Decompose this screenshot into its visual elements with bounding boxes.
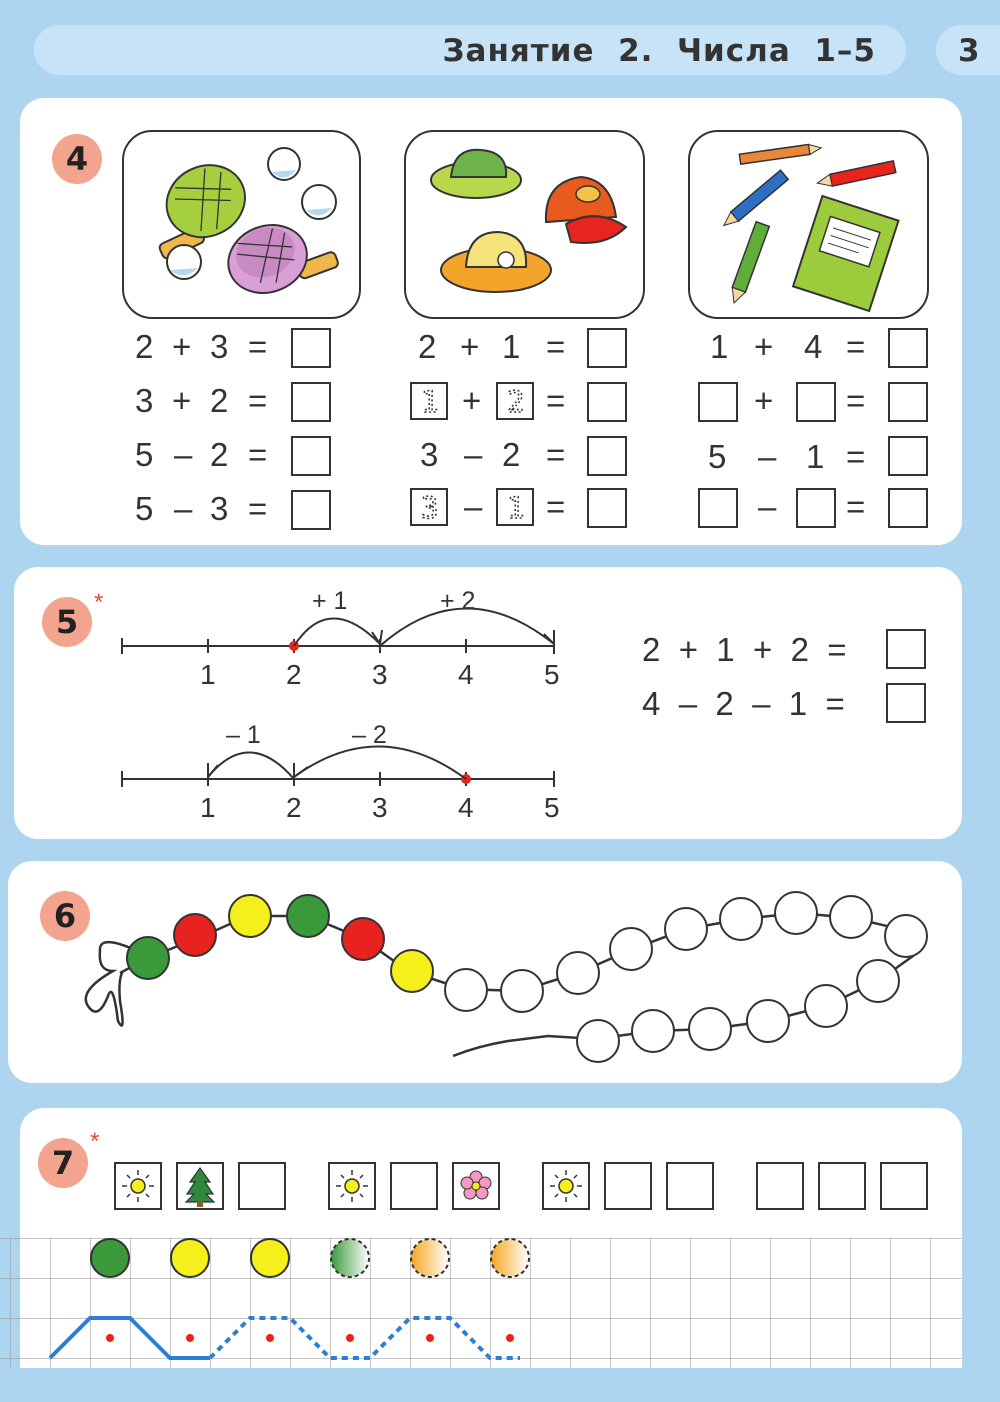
tree-box	[176, 1162, 224, 1210]
empty-bead	[830, 896, 872, 938]
answer-box[interactable]	[587, 382, 627, 422]
bead-yellow	[229, 895, 271, 937]
header-bar	[34, 25, 906, 75]
circle-yellow	[171, 1239, 209, 1277]
answer-box[interactable]	[587, 328, 627, 368]
tick-label: 1	[200, 792, 216, 823]
empty-bead	[689, 1008, 731, 1050]
circle-yellow	[251, 1239, 289, 1277]
empty-bead	[775, 892, 817, 934]
answer-box[interactable]	[888, 328, 928, 368]
picture-hats-caps	[404, 130, 645, 319]
number-line-subtraction	[114, 715, 574, 835]
operator: –	[464, 436, 483, 473]
answer-box[interactable]	[291, 328, 331, 368]
grid-paper	[0, 1238, 942, 1368]
answer-box[interactable]	[888, 382, 928, 422]
jump-label: + 1	[312, 587, 348, 615]
difficulty-star: *	[94, 589, 104, 616]
dotted-digit-box	[410, 382, 448, 420]
jump-arc	[208, 752, 294, 779]
equals-sign: =	[248, 382, 268, 419]
caps-icon	[406, 132, 643, 317]
empty-bead	[445, 969, 487, 1011]
empty-sequence-box[interactable]	[756, 1162, 804, 1210]
bead-yellow	[391, 950, 433, 992]
empty-sequence-box[interactable]	[604, 1162, 652, 1210]
sun-icon	[544, 1164, 588, 1208]
bead-red	[174, 914, 216, 956]
operand: 3	[210, 490, 229, 527]
operand: 2	[502, 436, 521, 473]
task-7-panel	[20, 1108, 962, 1368]
circle-orange-dashed	[411, 1239, 449, 1277]
lesson-title: Занятие 2. Числа 1–5	[442, 33, 876, 69]
sun-box	[114, 1162, 162, 1210]
blank-operand-box[interactable]	[698, 488, 738, 528]
tick-label: 5	[544, 659, 560, 690]
answer-box[interactable]	[587, 488, 627, 528]
tree-icon	[178, 1164, 222, 1208]
dotted-digit-box	[496, 382, 534, 420]
task-6-number: 6	[40, 891, 90, 941]
equals-sign: =	[546, 488, 566, 525]
operator: +	[172, 382, 192, 419]
operand: 5	[708, 438, 727, 475]
operand: 3	[135, 382, 154, 419]
empty-beads	[445, 892, 927, 1062]
circle-green-dashed	[331, 1239, 369, 1277]
empty-bead	[747, 1000, 789, 1042]
circle-orange-dashed	[491, 1239, 529, 1277]
picture-paddles-balls	[122, 130, 361, 319]
operator: +	[754, 382, 774, 419]
tick-label: 1	[200, 659, 216, 690]
jump-arc	[294, 618, 380, 646]
operand: 2	[210, 382, 229, 419]
answer-box[interactable]	[587, 436, 627, 476]
empty-bead	[557, 952, 599, 994]
operand: 5	[135, 436, 154, 473]
equals-sign: =	[846, 328, 866, 365]
chain-equation: 4 – 2 – 1 =	[642, 685, 845, 722]
sun-icon	[116, 1164, 160, 1208]
equals-sign: =	[248, 328, 268, 365]
operand: 1	[710, 328, 729, 365]
answer-box[interactable]	[886, 629, 926, 669]
operand: 5	[135, 490, 154, 527]
task-5-panel	[14, 567, 962, 839]
task-4-number: 4	[52, 134, 102, 184]
empty-bead	[632, 1010, 674, 1052]
jump-label: – 2	[352, 721, 387, 749]
empty-bead	[610, 928, 652, 970]
empty-sequence-box[interactable]	[666, 1162, 714, 1210]
empty-bead	[665, 908, 707, 950]
jump-label: + 2	[440, 587, 476, 615]
operator: –	[464, 488, 483, 525]
tick-label: 4	[458, 792, 474, 823]
operand: 2	[135, 328, 154, 365]
tick-label: 5	[544, 792, 560, 823]
arrow-head	[208, 763, 218, 777]
task-7-number: 7	[38, 1138, 88, 1188]
blank-operand-box[interactable]	[698, 382, 738, 422]
empty-bead	[501, 970, 543, 1012]
answer-box[interactable]	[291, 382, 331, 422]
picture-pencils-notebook	[688, 130, 929, 319]
empty-bead	[885, 915, 927, 957]
operand: 4	[804, 328, 823, 365]
tick-label: 4	[458, 659, 474, 690]
empty-sequence-box[interactable]	[818, 1162, 866, 1210]
empty-bead	[577, 1020, 619, 1062]
flower-box	[452, 1162, 500, 1210]
operand: 1	[502, 328, 521, 365]
empty-bead	[805, 985, 847, 1027]
answer-box[interactable]	[291, 490, 331, 530]
empty-bead	[857, 960, 899, 1002]
operator: +	[754, 328, 774, 365]
sun-box	[542, 1162, 590, 1210]
answer-box[interactable]	[888, 436, 928, 476]
bead-string	[8, 861, 962, 1083]
dotted-digit	[412, 384, 446, 418]
tick-label: 2	[286, 659, 302, 690]
tick-label: 2	[286, 792, 302, 823]
table-tennis-balls-icon	[124, 132, 359, 317]
sun-icon	[330, 1164, 374, 1208]
dotted-digit-box	[496, 488, 534, 526]
sun-box	[328, 1162, 376, 1210]
dotted-digit-text: 1	[421, 385, 439, 419]
operator: +	[172, 328, 192, 365]
answer-box[interactable]	[886, 683, 926, 723]
dotted-digit	[498, 384, 532, 418]
equals-sign: =	[546, 382, 566, 419]
blank-operand-box[interactable]	[796, 488, 836, 528]
operator: –	[758, 438, 777, 475]
page-number-tab	[936, 25, 1000, 75]
equals-sign: =	[248, 436, 268, 473]
task-4-panel	[20, 98, 962, 545]
operator: –	[174, 436, 193, 473]
page-number: 3	[958, 33, 980, 69]
operator: +	[460, 328, 480, 365]
empty-bead	[720, 898, 762, 940]
task-6-panel	[8, 861, 962, 1083]
bead-green	[287, 895, 329, 937]
circle-green	[91, 1239, 129, 1277]
operand: 2	[210, 436, 229, 473]
dotted-digit-box	[410, 488, 448, 526]
dotted-digit	[412, 490, 446, 524]
dotted-digit-text: 3	[421, 491, 439, 525]
equals-sign: =	[546, 436, 566, 473]
operand: 3	[420, 436, 439, 473]
dotted-digit-text: 1	[507, 491, 525, 525]
operator: –	[758, 488, 777, 525]
dotted-digit-text: 2	[507, 385, 525, 419]
operand: 2	[418, 328, 437, 365]
dotted-digit	[498, 490, 532, 524]
operand: 1	[806, 438, 825, 475]
equals-sign: =	[248, 490, 268, 527]
operator: –	[174, 490, 193, 527]
flower-icon	[454, 1164, 498, 1208]
number-line-addition	[114, 582, 574, 702]
tick-label: 3	[372, 792, 388, 823]
blank-operand-box[interactable]	[796, 382, 836, 422]
operand: 3	[210, 328, 229, 365]
answer-box[interactable]	[291, 436, 331, 476]
bead-red	[342, 918, 384, 960]
answer-box[interactable]	[888, 488, 928, 528]
empty-sequence-box[interactable]	[238, 1162, 286, 1210]
empty-sequence-box[interactable]	[390, 1162, 438, 1210]
chain-equation: 2 + 1 + 2 =	[642, 631, 847, 668]
difficulty-star: *	[90, 1128, 100, 1155]
tick-label: 3	[372, 659, 388, 690]
equals-sign: =	[846, 438, 866, 475]
equals-sign: =	[546, 328, 566, 365]
jump-label: – 1	[226, 721, 261, 749]
operator: +	[462, 382, 482, 419]
notebook-icon	[690, 132, 927, 317]
task-5-number: 5	[42, 597, 92, 647]
equals-sign: =	[846, 382, 866, 419]
empty-sequence-box[interactable]	[880, 1162, 928, 1210]
equals-sign: =	[846, 488, 866, 525]
bead-green	[127, 937, 169, 979]
